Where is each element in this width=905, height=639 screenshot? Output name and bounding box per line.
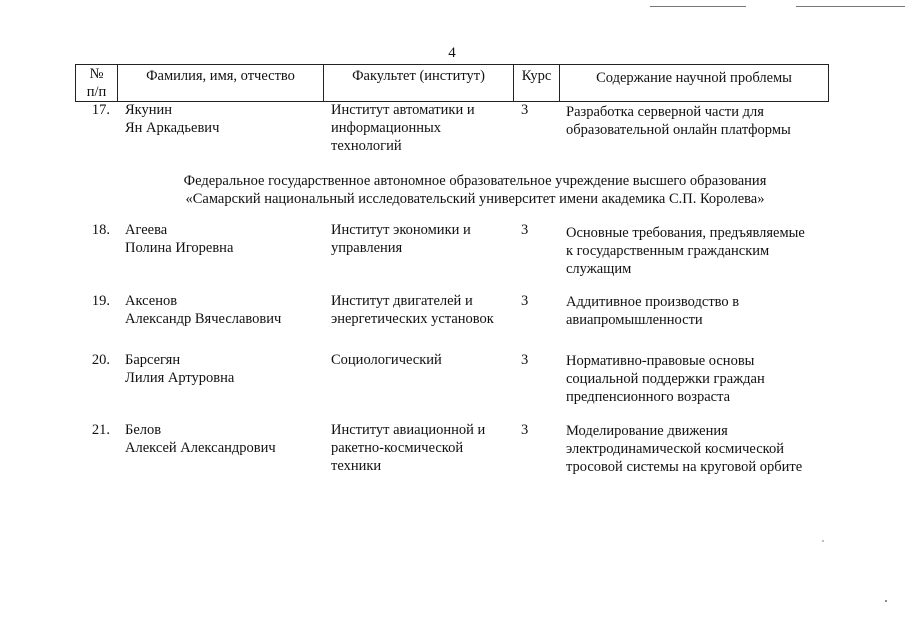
header-fio: Фамилия, имя, отчество <box>118 65 324 102</box>
organization-heading: Федеральное государственное автономное образовательное учреждение высшего образования «Самарский национальный исследовательский университет имени академика С.П. Королева» <box>183 173 767 207</box>
faculty: Институт автоматики и информационных технологий <box>331 102 475 154</box>
row-number: 19. <box>91 293 110 309</box>
problem: Разработка серверной части для образовательной онлайн платформы <box>566 104 791 138</box>
course: 3 <box>521 422 529 438</box>
row-number: 18. <box>91 222 110 238</box>
scan-speck <box>822 540 824 542</box>
student-name: Якунин Ян Аркадьевич <box>125 102 220 136</box>
header-faculty: Факультет (институт) <box>324 65 514 102</box>
problem: Нормативно-правовые основы социальной поддержки граждан предпенсионного возраста <box>566 353 765 405</box>
header-course: Курс <box>514 65 560 102</box>
faculty: Институт экономики и управления <box>331 222 471 256</box>
course: 3 <box>521 293 529 309</box>
page-number: 4 <box>448 45 456 61</box>
student-name: Аксенов Александр Вячеславович <box>125 293 282 327</box>
header-problem: Содержание научной проблемы <box>560 65 829 102</box>
header-num: № п/п <box>76 65 118 102</box>
faculty: Институт авиационной и ракетно-космической техники <box>331 422 486 474</box>
scan-artifact-line <box>650 6 746 7</box>
student-name: Агеева Полина Игоревна <box>125 222 234 256</box>
course: 3 <box>521 222 529 238</box>
faculty: Социологический <box>331 352 442 368</box>
row-number: 20. <box>91 352 110 368</box>
problem: Моделирование движения электродинамической космической тросовой системы на круговой орбите <box>566 423 803 475</box>
course: 3 <box>521 352 529 368</box>
scan-speck <box>885 600 887 602</box>
table-header <box>75 64 829 102</box>
course: 3 <box>521 102 529 118</box>
row-number: 17. <box>91 102 110 118</box>
scan-artifact-line <box>796 6 905 7</box>
faculty: Институт двигателей и энергетических установок <box>331 293 494 327</box>
student-name: Белов Алексей Александрович <box>125 422 276 456</box>
problem: Основные требования, предъявляемые к государственным гражданским служащим <box>566 225 805 277</box>
problem: Аддитивное производство в авиапромышленности <box>566 294 740 328</box>
student-name: Барсегян Лилия Артуровна <box>125 352 235 386</box>
row-number: 21. <box>91 422 110 438</box>
